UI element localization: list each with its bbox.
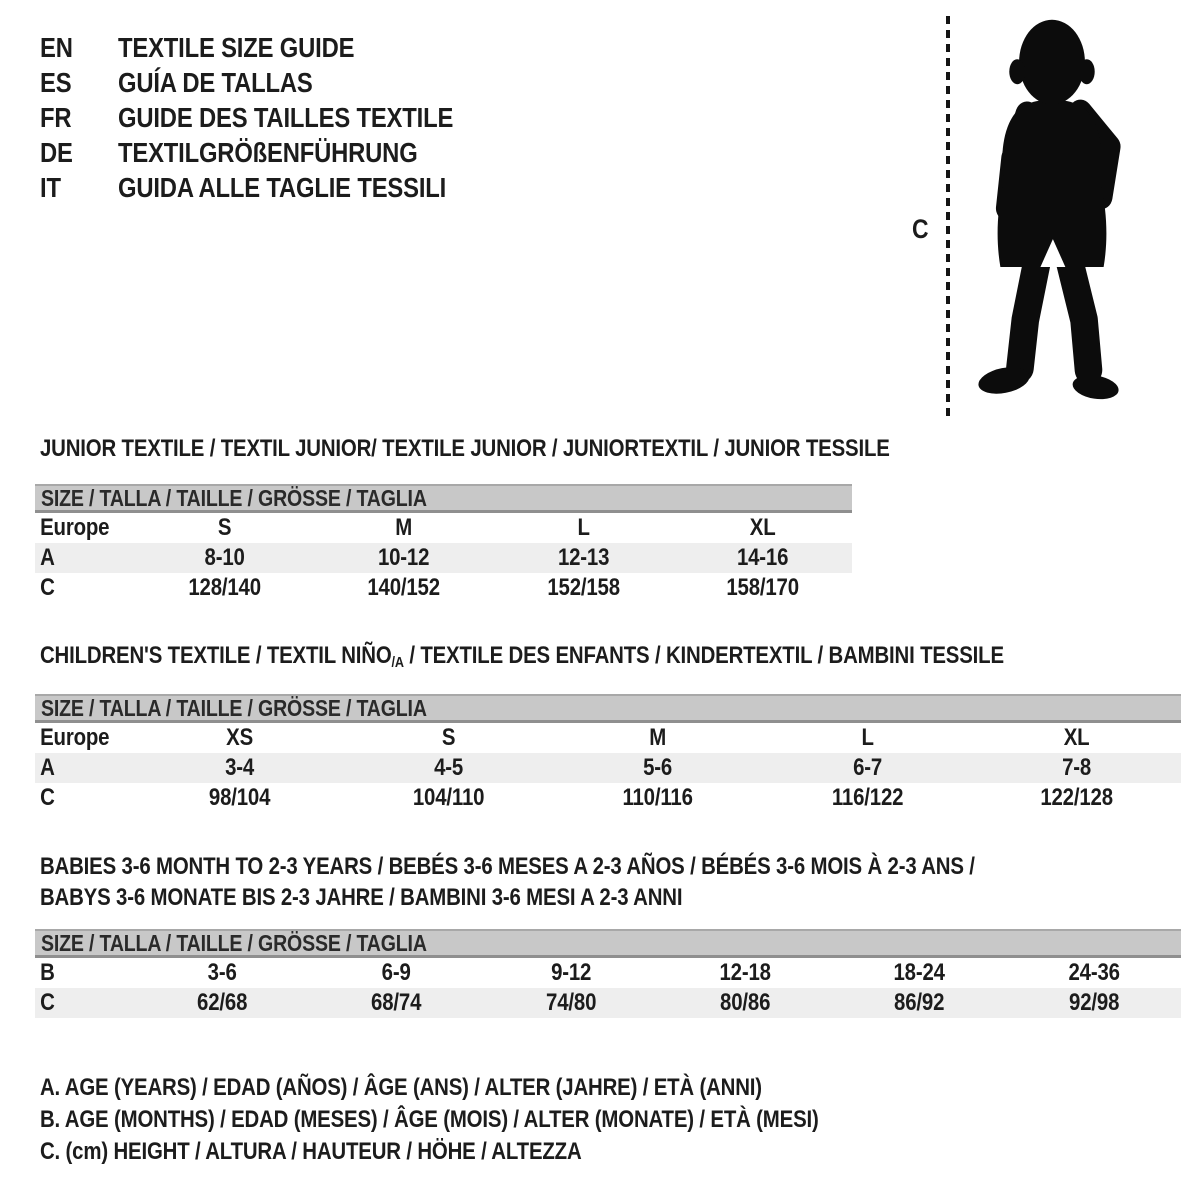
months-cell: 3-6 (207, 959, 237, 986)
size-header-bar: SIZE / TALLA / TAILLE / GRÖSSE / TAGLIA (35, 484, 852, 513)
table-row-europe (35, 723, 1181, 753)
row-label: C (40, 784, 55, 811)
guide-title-en: TEXTILE SIZE GUIDE (118, 32, 355, 63)
months-cell: 12-18 (719, 959, 771, 986)
table-row-europe (35, 513, 852, 543)
size-cell: S (442, 724, 456, 751)
table-row-age (35, 753, 1181, 783)
height-cell: 128/140 (188, 574, 261, 601)
height-cell: 122/128 (1040, 784, 1113, 811)
table-row-height (35, 988, 1181, 1018)
babies-textile-section (35, 851, 1181, 1018)
row-label: C (40, 574, 55, 601)
size-cell: XL (749, 514, 776, 541)
height-cell: 74/80 (545, 989, 596, 1016)
children-textile-section (35, 644, 1181, 813)
language-row-de (40, 135, 512, 170)
babies-title-line2: BABYS 3-6 MONATE BIS 2-3 JAHRE / BAMBINI 3-6 MESI A 2-3 ANNI (40, 884, 683, 911)
junior-textile-section (35, 435, 890, 603)
months-cell: 24-36 (1068, 959, 1120, 986)
height-cell: 116/122 (831, 784, 903, 811)
table-row-age-months (35, 958, 1181, 988)
age-cell: 8-10 (204, 544, 245, 571)
height-cell: 68/74 (371, 989, 422, 1016)
size-cell: M (649, 724, 667, 751)
row-label: B (40, 959, 55, 986)
row-label: Europe (40, 514, 110, 541)
junior-table-title: JUNIOR TEXTILE / TEXTIL JUNIOR/ TEXTILE JUNIOR / JUNIORTEXTIL / JUNIOR TESSILE (40, 435, 890, 462)
age-cell: 5-6 (643, 754, 673, 781)
height-cell: 140/152 (367, 574, 441, 601)
row-label: A (40, 544, 55, 571)
size-cell: L (861, 724, 874, 751)
table-row-age (35, 543, 852, 573)
height-cell: 110/116 (622, 784, 694, 811)
height-measure-label: C (912, 214, 929, 244)
months-cell: 6-9 (381, 959, 411, 986)
language-title-list (40, 30, 512, 205)
size-cell: M (395, 514, 413, 541)
language-code: FR (40, 102, 72, 133)
legend-line-b: B. AGE (MONTHS) / EDAD (MESES) / ÂGE (MOIS) / ALTER (MONATE) / ETÀ (MESI) (40, 1106, 819, 1133)
age-cell: 3-4 (225, 754, 255, 781)
legend-line-a: A. AGE (YEARS) / EDAD (AÑOS) / ÂGE (ANS) / ALTER (JAHRE) / ETÀ (ANNI) (40, 1074, 762, 1101)
row-label: A (40, 754, 55, 781)
babies-title-line1: BABIES 3-6 MONTH TO 2-3 YEARS / BEBÉS 3-6 MESES A 2-3 AÑOS / BÉBÉS 3-6 MOIS À 2-3 ANS / (40, 853, 975, 880)
row-label: Europe (40, 724, 110, 751)
babies-table-title (40, 851, 1181, 913)
age-cell: 12-13 (557, 544, 609, 571)
height-cell: 152/158 (546, 574, 620, 601)
row-label: C (40, 989, 55, 1016)
children-table-title: CHILDREN'S TEXTILE / TEXTIL NIÑO/A / TEXTILE DES ENFANTS / KINDERTEXTIL / BAMBINI TESSILE (40, 642, 1004, 671)
age-cell: 6-7 (852, 754, 882, 781)
guide-title-fr: GUIDE DES TAILLES TEXTILE (118, 102, 454, 133)
months-cell: 18-24 (893, 959, 946, 986)
language-row-fr (40, 100, 512, 135)
language-row-it (40, 170, 512, 205)
nino-a-subscript: /A (391, 655, 404, 671)
language-code: IT (40, 172, 61, 203)
age-cell: 10-12 (378, 544, 430, 571)
measure-legend (40, 1072, 956, 1168)
months-cell: 9-12 (550, 959, 591, 986)
table-row-height (35, 573, 852, 603)
size-header-bar: SIZE / TALLA / TAILLE / GRÖSSE / TAGLIA (35, 694, 1181, 723)
size-header-bar: SIZE / TALLA / TAILLE / GRÖSSE / TAGLIA (35, 929, 1181, 958)
language-row-es (40, 65, 512, 100)
size-cell: S (217, 514, 232, 541)
language-row-en (40, 30, 512, 65)
age-cell: 7-8 (1061, 754, 1091, 781)
height-cell: 62/68 (197, 989, 248, 1016)
table-row-height (35, 783, 1181, 813)
guide-title-es: GUÍA DE TALLAS (118, 67, 313, 98)
height-cell: 80/86 (720, 989, 771, 1016)
age-cell: 4-5 (434, 754, 464, 781)
size-cell: XS (226, 724, 254, 751)
guide-title-de: TEXTILGRÖßENFÜHRUNG (118, 137, 418, 168)
size-cell: XL (1063, 724, 1090, 751)
size-cell: L (576, 514, 590, 541)
height-cell: 158/170 (726, 574, 799, 601)
legend-line-c: C. (cm) HEIGHT / ALTURA / HAUTEUR / HÖHE / ALTEZZA (40, 1138, 582, 1165)
height-measure-dashed-line (946, 16, 950, 416)
toddler-silhouette-icon (963, 14, 1141, 418)
guide-title-it: GUIDA ALLE TAGLIE TESSILI (118, 172, 447, 203)
height-cell: 104/110 (413, 784, 485, 811)
language-code: ES (40, 67, 72, 98)
height-cell: 98/104 (208, 784, 271, 811)
language-code: EN (40, 32, 73, 63)
height-cell: 92/98 (1068, 989, 1119, 1016)
age-cell: 14-16 (736, 544, 789, 571)
height-cell: 86/92 (894, 989, 945, 1016)
language-code: DE (40, 137, 73, 168)
